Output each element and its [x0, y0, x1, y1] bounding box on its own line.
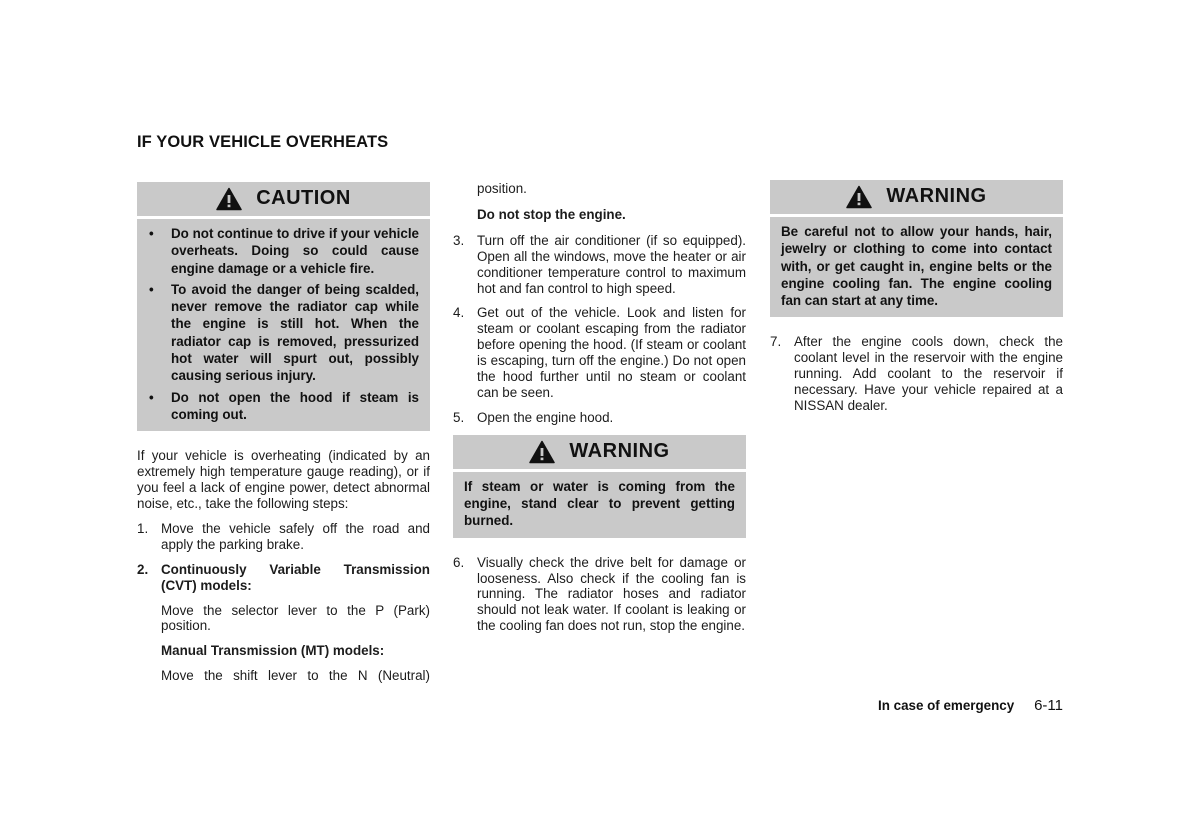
step-number: 4.	[453, 305, 465, 321]
step-text: Open the engine hood.	[477, 409, 614, 425]
step-text: Get out of the vehicle. Look and listen for steam or coolant escaping from the radiator before opening the hood. (If steam or coolant is escaping, turn off the engine.) Do not open the hood further until no steam or coolant can be seen.	[477, 305, 746, 400]
step-text: Turn off the air conditioner (if so equipped). Open all the windows, move the heater or air conditioner temperature control to maximum hot and fan control to high speed.	[477, 232, 746, 296]
warning-triangle-icon	[529, 440, 555, 464]
warning-body: Be careful not to allow your hands, hair, jewelry or clothing to come into contact with, or get caught in, engine belts or the engine cooling fan. The engine cooling fan can start at any time.	[770, 217, 1063, 317]
step-number: 6.	[453, 554, 465, 570]
warning-title: WARNING	[886, 185, 987, 208]
step-5	[453, 410, 746, 426]
mt-instruction-end: position.	[477, 181, 527, 196]
step-number: 7.	[770, 334, 782, 350]
warning-triangle-icon	[846, 185, 872, 209]
warning-header	[453, 435, 746, 469]
step-text: Move the vehicle safely off the road and apply the parking brake.	[161, 520, 430, 552]
page-number: 6-11	[1034, 697, 1063, 714]
warning-triangle-icon	[216, 187, 242, 211]
step-3	[453, 233, 746, 297]
step-number: 1.	[137, 520, 149, 536]
step-text: After the engine cools down, check the coolant level in the reservoir with the engine running. Add coolant to the reservoir if necessary. Have your vehicle repaired at a NISSAN dealer.	[794, 334, 1063, 414]
mt-instruction-start: Move the shift lever to the N (Neutral)	[161, 668, 430, 684]
step-text: Visually check the drive belt for damage or looseness. Also check if the cooling fan is running. The radiator hoses and radiator should not leak water. If coolant is leaking or the cooling fan does not run, stop the engine.	[477, 554, 746, 634]
section-title: IF YOUR VEHICLE OVERHEATS	[137, 133, 389, 151]
warning-body: If steam or water is coming from the engine, stand clear to prevent getting burned.	[453, 472, 746, 538]
step-1	[137, 521, 430, 553]
step-4	[453, 305, 746, 400]
caution-title: CAUTION	[256, 187, 351, 210]
warning-box-fan	[770, 180, 1063, 317]
caution-box	[137, 182, 430, 431]
column-2	[453, 181, 746, 643]
step-7	[770, 334, 1063, 414]
column-3	[770, 180, 1063, 423]
cvt-instruction: Move the selector lever to the P (Park) position.	[161, 602, 430, 634]
warning-header	[770, 180, 1063, 214]
caution-item: • Do not continue to drive if your vehicle overheats. Doing so could cause engine damage or a vehicle fire.	[148, 225, 419, 277]
step-heading: Continuously Variable Transmission (CVT) models:	[161, 561, 430, 593]
caution-item: • Do not open the hood if steam is coming out.	[148, 389, 419, 424]
column-1	[137, 182, 430, 693]
step-2	[137, 562, 430, 594]
step-number: 5.	[453, 409, 465, 425]
intro-paragraph: If your vehicle is overheating (indicated by an extremely high temperature gauge reading), or if you feel a lack of engine power, detect abnormal noise, etc., take the following steps:	[137, 448, 430, 511]
step-number: 3.	[453, 232, 465, 248]
caution-item: • To avoid the danger of being scalded, never remove the radiator cap while the engine is still hot. When the radiator cap is removed, pressurized hot water will spurt out, possibly causing serious injury.	[148, 281, 419, 385]
footer-section-label: In case of emergency	[878, 698, 1015, 713]
mt-heading: Manual Transmission (MT) models:	[161, 643, 385, 659]
do-not-stop-note: Do not stop the engine.	[477, 206, 626, 222]
caution-header	[137, 182, 430, 216]
page-footer	[878, 697, 1063, 714]
caution-body	[137, 219, 430, 431]
warning-title: WARNING	[569, 439, 670, 462]
warning-box-steam	[453, 435, 746, 538]
step-6	[453, 555, 746, 635]
step-number: 2.	[137, 561, 149, 577]
